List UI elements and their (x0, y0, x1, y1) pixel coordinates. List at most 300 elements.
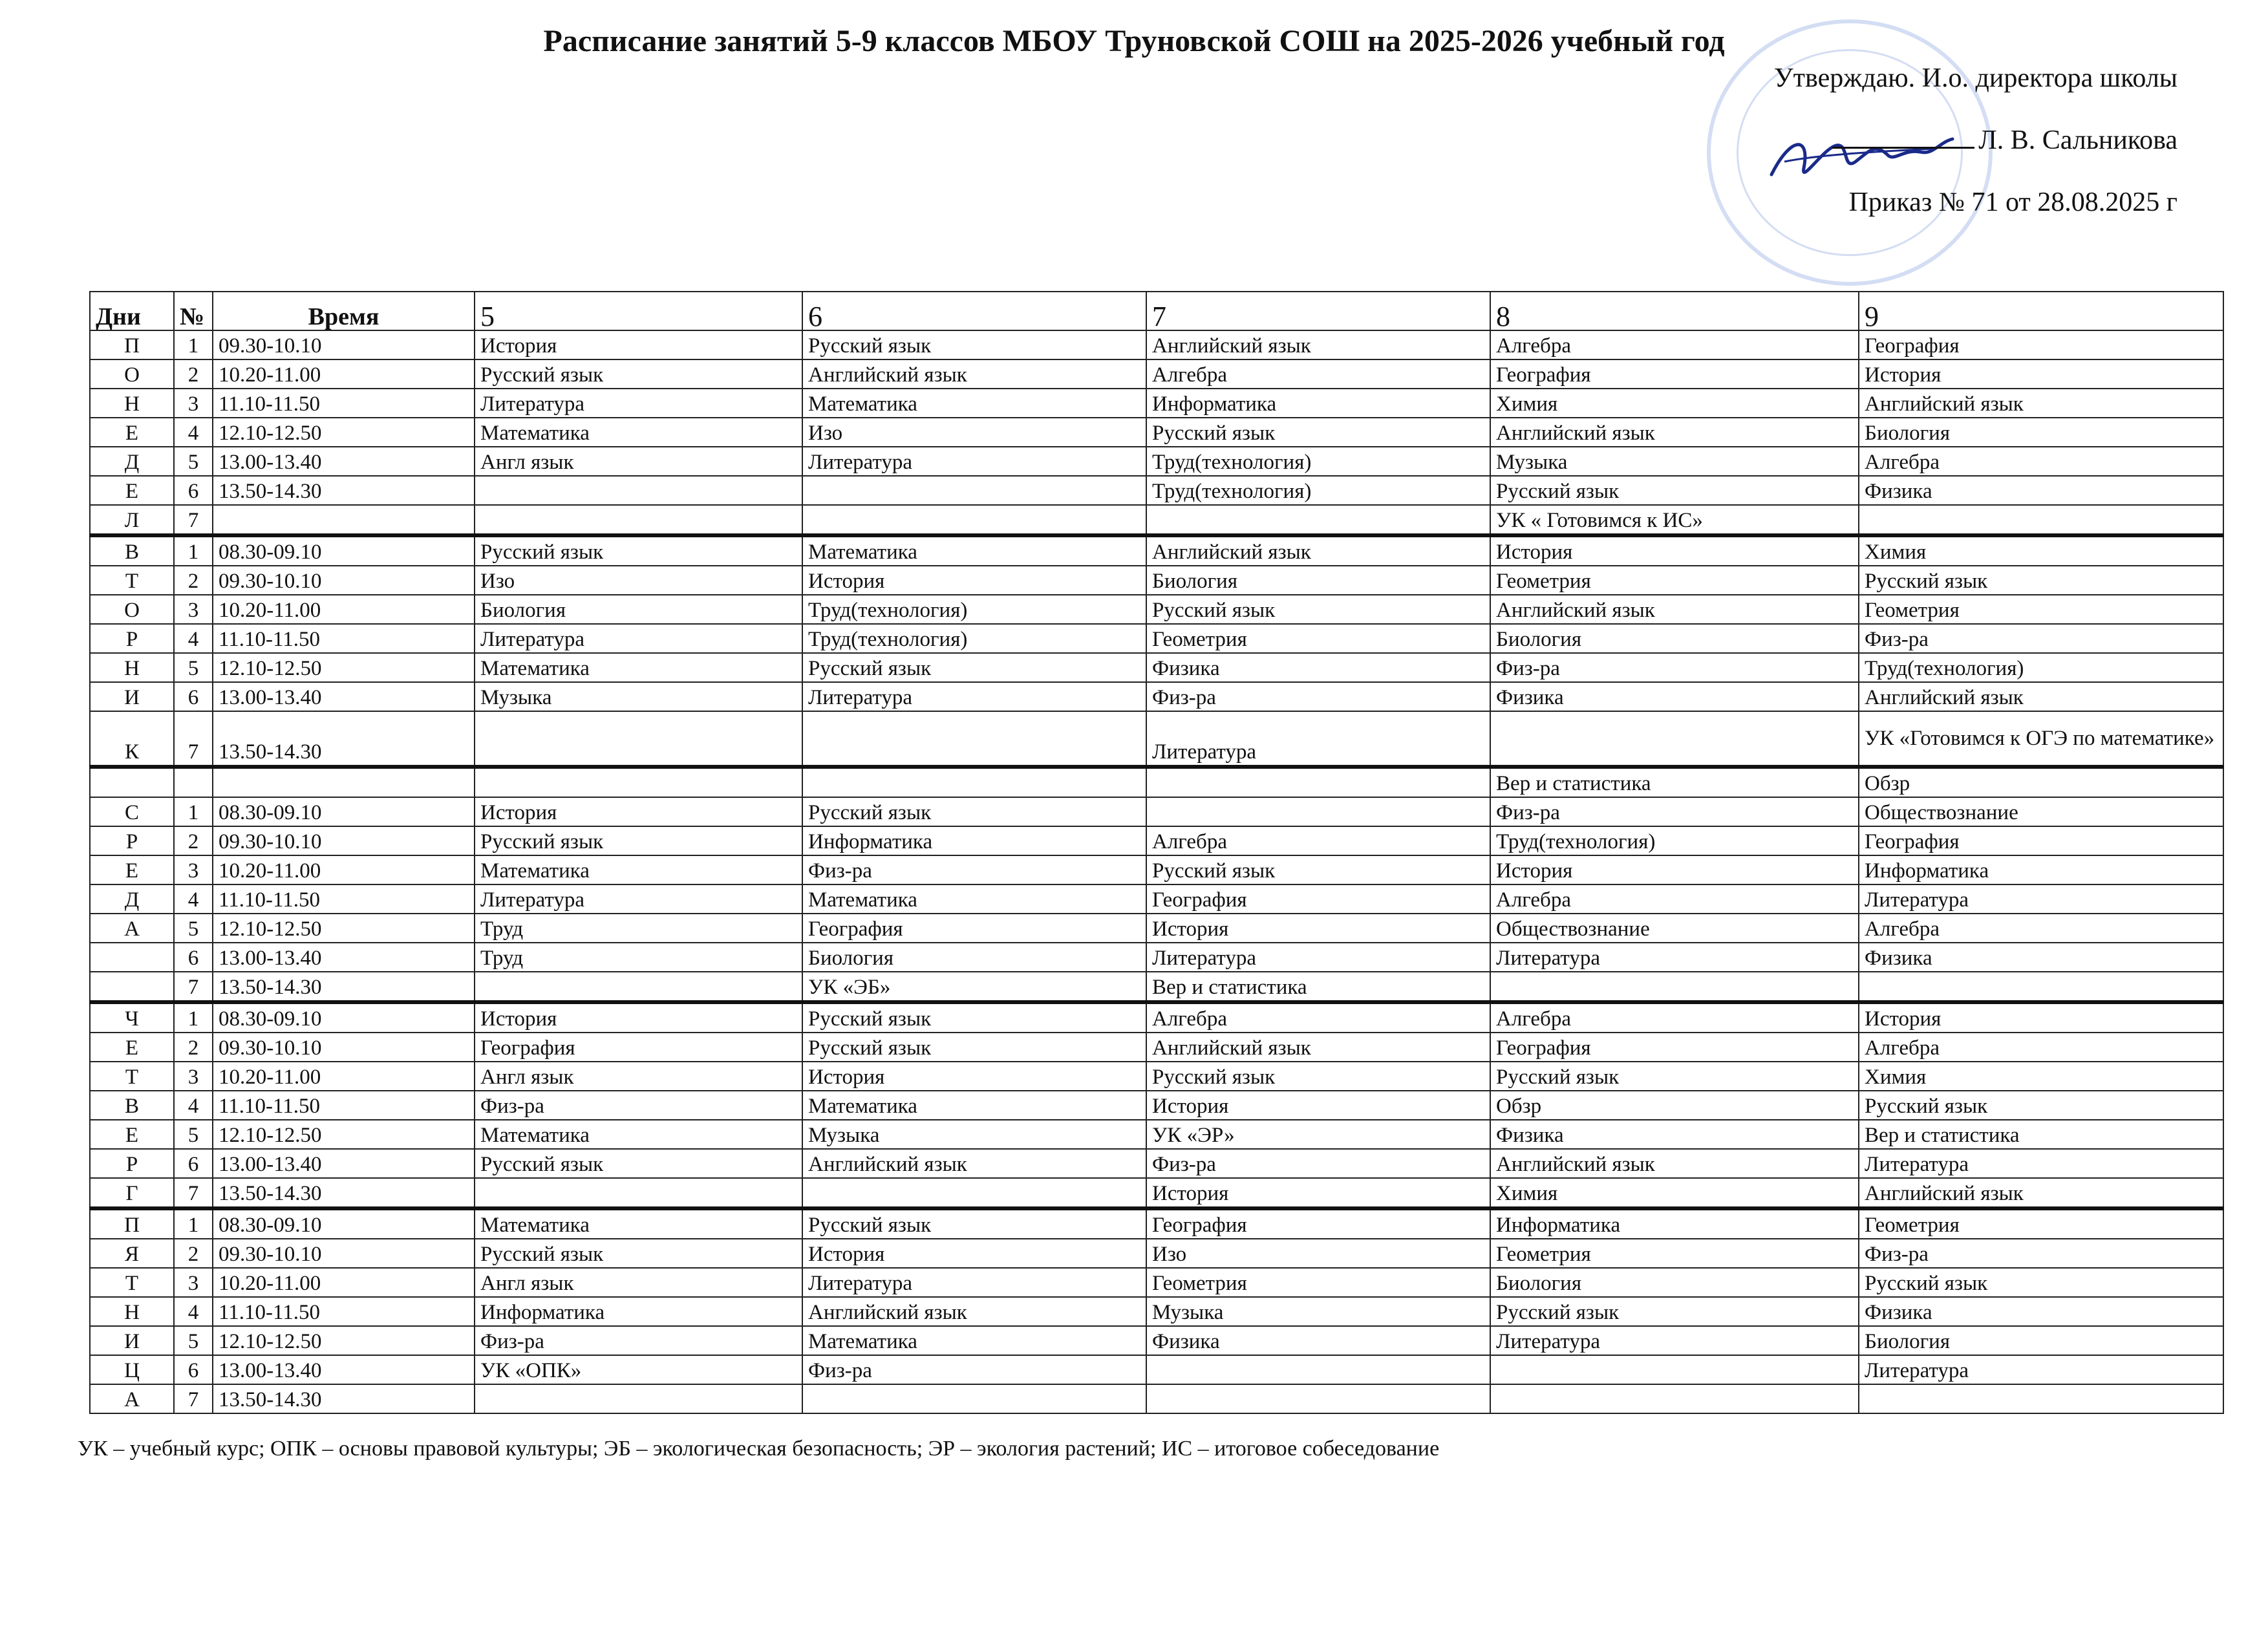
lesson-time: 13.50-14.30 (213, 1384, 475, 1413)
grade-9-lesson: Русский язык (1859, 1268, 2223, 1297)
grade-8-lesson: Вер и статистика (1490, 767, 1859, 797)
table-row (90, 476, 2223, 505)
grade-6-lesson: Труд(технология) (802, 595, 1146, 624)
grade-6-lesson: Физ-ра (802, 855, 1146, 884)
table-row (90, 566, 2223, 595)
grade-7-lesson: Алгебра (1146, 1002, 1490, 1033)
day-cell: Н (90, 1297, 174, 1326)
grade-5-lesson (475, 711, 802, 767)
grade-7-lesson: География (1146, 884, 1490, 914)
grade-8-lesson: Обществознание (1490, 914, 1859, 943)
grade-7-lesson: Изо (1146, 1239, 1490, 1268)
day-cell: Н (90, 389, 174, 418)
lesson-number: 1 (174, 797, 213, 826)
lesson-number: 6 (174, 682, 213, 711)
table-row (90, 767, 2223, 797)
lesson-number: 4 (174, 884, 213, 914)
grade-8-lesson: Физика (1490, 1120, 1859, 1149)
grade-9-lesson: Алгебра (1859, 447, 2223, 476)
grade-8-lesson: Музыка (1490, 447, 1859, 476)
grade-9-lesson: Физика (1859, 943, 2223, 972)
table-row (90, 1239, 2223, 1268)
grade-8-lesson: Алгебра (1490, 884, 1859, 914)
grade-7-lesson: Английский язык (1146, 330, 1490, 359)
grade-6-lesson: Русский язык (802, 1208, 1146, 1239)
grade-5-lesson: Музыка (475, 682, 802, 711)
grade-5-lesson: Математика (475, 653, 802, 682)
day-cell: А (90, 914, 174, 943)
lesson-time: 10.20-11.00 (213, 855, 475, 884)
grade-8-lesson (1490, 972, 1859, 1002)
lesson-number: 3 (174, 389, 213, 418)
table-row (90, 1355, 2223, 1384)
grade-5-lesson (475, 972, 802, 1002)
grade-7-lesson: Русский язык (1146, 418, 1490, 447)
lesson-number (174, 767, 213, 797)
lesson-time: 08.30-09.10 (213, 797, 475, 826)
grade-9-lesson: Обзр (1859, 767, 2223, 797)
grade-9-lesson: Физ-ра (1859, 624, 2223, 653)
director-name: Л. В. Сальникова (1978, 125, 2177, 155)
grade-5-lesson: Русский язык (475, 1239, 802, 1268)
grade-7-lesson: Алгебра (1146, 826, 1490, 855)
lesson-number: 4 (174, 1091, 213, 1120)
grade-8-lesson: Физика (1490, 682, 1859, 711)
lesson-time: 13.00-13.40 (213, 1355, 475, 1384)
table-row (90, 1002, 2223, 1033)
header-grade-5: 5 (475, 292, 802, 330)
grade-9-lesson: Физика (1859, 1297, 2223, 1326)
grade-7-lesson: Литература (1146, 711, 1490, 767)
day-cell: К (90, 711, 174, 767)
grade-5-lesson: Физ-ра (475, 1091, 802, 1120)
grade-9-lesson: Литература (1859, 1355, 2223, 1384)
grade-7-lesson: Физика (1146, 653, 1490, 682)
grade-5-lesson: Физ-ра (475, 1326, 802, 1355)
lesson-number: 3 (174, 1268, 213, 1297)
grade-8-lesson: Литература (1490, 1326, 1859, 1355)
table-row (90, 682, 2223, 711)
grade-8-lesson: История (1490, 535, 1859, 566)
grade-6-lesson: Литература (802, 682, 1146, 711)
grade-8-lesson: Английский язык (1490, 418, 1859, 447)
schedule-table (89, 291, 2224, 1414)
table-row (90, 1384, 2223, 1413)
header-grade-7: 7 (1146, 292, 1490, 330)
grade-7-lesson: Физ-ра (1146, 1149, 1490, 1178)
table-row (90, 1091, 2223, 1120)
grade-7-lesson: Музыка (1146, 1297, 1490, 1326)
table-row (90, 1297, 2223, 1326)
day-cell: Д (90, 884, 174, 914)
lesson-number: 3 (174, 855, 213, 884)
grade-6-lesson: Английский язык (802, 359, 1146, 389)
grade-8-lesson: Химия (1490, 1178, 1859, 1208)
grade-5-lesson: Труд (475, 914, 802, 943)
lesson-time: 11.10-11.50 (213, 624, 475, 653)
lesson-time: 10.20-11.00 (213, 359, 475, 389)
grade-6-lesson: Музыка (802, 1120, 1146, 1149)
lesson-number: 5 (174, 1326, 213, 1355)
grade-6-lesson: Информатика (802, 826, 1146, 855)
lesson-number: 1 (174, 1208, 213, 1239)
header-grade-9: 9 (1859, 292, 2223, 330)
day-cell: Е (90, 1033, 174, 1062)
grade-6-lesson: Математика (802, 884, 1146, 914)
grade-7-lesson: Физика (1146, 1326, 1490, 1355)
grade-6-lesson (802, 476, 1146, 505)
grade-9-lesson: Геометрия (1859, 1208, 2223, 1239)
lesson-time (213, 505, 475, 535)
table-row (90, 505, 2223, 535)
grade-5-lesson: История (475, 797, 802, 826)
table-row (90, 855, 2223, 884)
grade-6-lesson: Русский язык (802, 797, 1146, 826)
grade-5-lesson (475, 476, 802, 505)
lesson-time: 08.30-09.10 (213, 1208, 475, 1239)
grade-5-lesson: История (475, 1002, 802, 1033)
grade-9-lesson: Алгебра (1859, 914, 2223, 943)
grade-7-lesson: Русский язык (1146, 1062, 1490, 1091)
grade-5-lesson: Математика (475, 418, 802, 447)
table-row (90, 914, 2223, 943)
table-header-row (90, 292, 2223, 330)
table-row (90, 389, 2223, 418)
lesson-time: 12.10-12.50 (213, 1120, 475, 1149)
day-cell: Н (90, 653, 174, 682)
lesson-time: 10.20-11.00 (213, 1062, 475, 1091)
lesson-number: 4 (174, 418, 213, 447)
grade-6-lesson: Литература (802, 447, 1146, 476)
day-cell: Р (90, 624, 174, 653)
grade-9-lesson: Алгебра (1859, 1033, 2223, 1062)
grade-9-lesson (1859, 972, 2223, 1002)
lesson-time: 11.10-11.50 (213, 1297, 475, 1326)
grade-7-lesson: Биология (1146, 566, 1490, 595)
approval-block (1596, 65, 2177, 251)
grade-9-lesson: Английский язык (1859, 682, 2223, 711)
grade-5-lesson: УК «ОПК» (475, 1355, 802, 1384)
grade-5-lesson: Русский язык (475, 826, 802, 855)
lesson-time: 13.50-14.30 (213, 711, 475, 767)
lesson-number: 5 (174, 447, 213, 476)
order-number: Приказ № 71 от 28.08.2025 г (1848, 188, 2177, 217)
day-cell: Е (90, 855, 174, 884)
grade-5-lesson (475, 1178, 802, 1208)
grade-8-lesson: Биология (1490, 624, 1859, 653)
grade-8-lesson: Литература (1490, 943, 1859, 972)
grade-6-lesson: УК «ЭБ» (802, 972, 1146, 1002)
table-row (90, 797, 2223, 826)
grade-6-lesson: Труд(технология) (802, 624, 1146, 653)
table-row (90, 624, 2223, 653)
grade-8-lesson: Русский язык (1490, 1297, 1859, 1326)
lesson-time: 13.50-14.30 (213, 1178, 475, 1208)
lesson-number: 2 (174, 1033, 213, 1062)
day-cell: Д (90, 447, 174, 476)
grade-9-lesson: Химия (1859, 1062, 2223, 1091)
lesson-time: 09.30-10.10 (213, 1239, 475, 1268)
lesson-time: 08.30-09.10 (213, 535, 475, 566)
lesson-number: 7 (174, 972, 213, 1002)
grade-8-lesson: Биология (1490, 1268, 1859, 1297)
grade-7-lesson (1146, 1384, 1490, 1413)
grade-9-lesson: Английский язык (1859, 389, 2223, 418)
lesson-number: 1 (174, 535, 213, 566)
grade-7-lesson: УК «ЭР» (1146, 1120, 1490, 1149)
grade-7-lesson: История (1146, 1178, 1490, 1208)
grade-8-lesson: Геометрия (1490, 566, 1859, 595)
grade-7-lesson: История (1146, 914, 1490, 943)
lesson-number: 7 (174, 1384, 213, 1413)
grade-6-lesson: Математика (802, 1091, 1146, 1120)
grade-7-lesson (1146, 797, 1490, 826)
grade-6-lesson (802, 1384, 1146, 1413)
day-cell (90, 972, 174, 1002)
table-row (90, 595, 2223, 624)
lesson-number: 2 (174, 826, 213, 855)
lesson-number: 3 (174, 1062, 213, 1091)
table-row (90, 1149, 2223, 1178)
lesson-time: 12.10-12.50 (213, 1326, 475, 1355)
grade-7-lesson: Вер и статистика (1146, 972, 1490, 1002)
header-time: Время (213, 292, 475, 330)
grade-7-lesson (1146, 1355, 1490, 1384)
grade-9-lesson: История (1859, 359, 2223, 389)
grade-8-lesson: УК « Готовимся к ИС» (1490, 505, 1859, 535)
day-cell: Т (90, 1268, 174, 1297)
grade-5-lesson: Русский язык (475, 359, 802, 389)
grade-5-lesson: Русский язык (475, 535, 802, 566)
grade-5-lesson (475, 1384, 802, 1413)
grade-7-lesson: Физ-ра (1146, 682, 1490, 711)
grade-7-lesson: Русский язык (1146, 595, 1490, 624)
director-signature-line (1596, 127, 2177, 189)
table-row (90, 330, 2223, 359)
grade-5-lesson: Информатика (475, 1297, 802, 1326)
lesson-time: 11.10-11.50 (213, 389, 475, 418)
grade-5-lesson: Изо (475, 566, 802, 595)
grade-5-lesson: Литература (475, 389, 802, 418)
table-row (90, 1120, 2223, 1149)
day-cell: И (90, 1326, 174, 1355)
lesson-number: 1 (174, 330, 213, 359)
table-row (90, 1033, 2223, 1062)
grade-7-lesson: Труд(технология) (1146, 476, 1490, 505)
grade-8-lesson: Геометрия (1490, 1239, 1859, 1268)
grade-7-lesson: История (1146, 1091, 1490, 1120)
lesson-time: 09.30-10.10 (213, 1033, 475, 1062)
day-cell: П (90, 330, 174, 359)
lesson-time: 10.20-11.00 (213, 1268, 475, 1297)
lesson-number: 4 (174, 624, 213, 653)
grade-5-lesson: Англ язык (475, 447, 802, 476)
grade-6-lesson: Изо (802, 418, 1146, 447)
table-row (90, 826, 2223, 855)
grade-6-lesson: Биология (802, 943, 1146, 972)
grade-8-lesson: География (1490, 359, 1859, 389)
grade-7-lesson: Английский язык (1146, 1033, 1490, 1062)
grade-6-lesson: Физ-ра (802, 1355, 1146, 1384)
table-row (90, 1208, 2223, 1239)
grade-6-lesson (802, 505, 1146, 535)
lesson-time: 13.00-13.40 (213, 447, 475, 476)
day-cell: Т (90, 1062, 174, 1091)
grade-5-lesson: История (475, 330, 802, 359)
grade-5-lesson: Биология (475, 595, 802, 624)
day-cell: Г (90, 1178, 174, 1208)
grade-7-lesson: Алгебра (1146, 359, 1490, 389)
grade-5-lesson: Математика (475, 1120, 802, 1149)
grade-8-lesson (1490, 711, 1859, 767)
grade-5-lesson: Труд (475, 943, 802, 972)
grade-6-lesson: История (802, 1239, 1146, 1268)
table-row (90, 943, 2223, 972)
grade-9-lesson: Химия (1859, 535, 2223, 566)
lesson-number: 6 (174, 1149, 213, 1178)
day-cell: Е (90, 418, 174, 447)
grade-5-lesson: Русский язык (475, 1149, 802, 1178)
lesson-time: 11.10-11.50 (213, 1091, 475, 1120)
grade-7-lesson: Литература (1146, 943, 1490, 972)
table-row (90, 359, 2223, 389)
day-cell: Т (90, 566, 174, 595)
lesson-time: 12.10-12.50 (213, 914, 475, 943)
lesson-number: 2 (174, 359, 213, 389)
grade-6-lesson: Математика (802, 389, 1146, 418)
grade-9-lesson: Литература (1859, 884, 2223, 914)
grade-6-lesson: Английский язык (802, 1149, 1146, 1178)
grade-8-lesson: Информатика (1490, 1208, 1859, 1239)
grade-7-lesson: Труд(технология) (1146, 447, 1490, 476)
grade-6-lesson: Математика (802, 535, 1146, 566)
grade-8-lesson: Алгебра (1490, 1002, 1859, 1033)
lesson-time: 09.30-10.10 (213, 826, 475, 855)
table-row (90, 418, 2223, 447)
grade-9-lesson: Русский язык (1859, 566, 2223, 595)
grade-6-lesson: Русский язык (802, 330, 1146, 359)
grade-7-lesson: Английский язык (1146, 535, 1490, 566)
lesson-number: 6 (174, 943, 213, 972)
grade-8-lesson: География (1490, 1033, 1859, 1062)
day-cell: В (90, 535, 174, 566)
approval-line: Утверждаю. И.о. директора школы (1773, 63, 2177, 93)
grade-9-lesson: Геометрия (1859, 595, 2223, 624)
grade-5-lesson: Математика (475, 1208, 802, 1239)
lesson-time: 09.30-10.10 (213, 330, 475, 359)
day-cell: Е (90, 1120, 174, 1149)
table-row (90, 711, 2223, 767)
day-cell: Е (90, 476, 174, 505)
grade-6-lesson: Русский язык (802, 1033, 1146, 1062)
lesson-time: 13.00-13.40 (213, 1149, 475, 1178)
lesson-number: 5 (174, 1120, 213, 1149)
grade-6-lesson: История (802, 566, 1146, 595)
grade-5-lesson (475, 505, 802, 535)
table-row (90, 653, 2223, 682)
lesson-time (213, 767, 475, 797)
grade-6-lesson: География (802, 914, 1146, 943)
day-cell: Ч (90, 1002, 174, 1033)
lesson-number: 6 (174, 476, 213, 505)
grade-5-lesson (475, 767, 802, 797)
day-cell: В (90, 1091, 174, 1120)
day-cell: И (90, 682, 174, 711)
lesson-number: 7 (174, 505, 213, 535)
grade-9-lesson: История (1859, 1002, 2223, 1033)
grade-7-lesson: Геометрия (1146, 1268, 1490, 1297)
grade-7-lesson: Информатика (1146, 389, 1490, 418)
lesson-time: 10.20-11.00 (213, 595, 475, 624)
day-cell: О (90, 595, 174, 624)
grade-8-lesson: Труд(технология) (1490, 826, 1859, 855)
lesson-number: 1 (174, 1002, 213, 1033)
grade-5-lesson: Англ язык (475, 1062, 802, 1091)
lesson-time: 08.30-09.10 (213, 1002, 475, 1033)
grade-8-lesson: Обзр (1490, 1091, 1859, 1120)
footnote: УК – учебный курс; ОПК – основы правовой культуры; ЭБ – экологическая безопасность; ЭР – экология растений; ИС – итоговое собеседование (78, 1437, 1440, 1461)
lesson-time: 09.30-10.10 (213, 566, 475, 595)
grade-6-lesson: Литература (802, 1268, 1146, 1297)
grade-9-lesson: Английский язык (1859, 1178, 2223, 1208)
day-cell: С (90, 797, 174, 826)
header-days: Дни (90, 292, 174, 330)
table-row (90, 1268, 2223, 1297)
grade-9-lesson: Труд(технология) (1859, 653, 2223, 682)
grade-9-lesson: Физика (1859, 476, 2223, 505)
lesson-time: 13.50-14.30 (213, 972, 475, 1002)
header-grade-6: 6 (802, 292, 1146, 330)
grade-6-lesson: История (802, 1062, 1146, 1091)
grade-8-lesson: Алгебра (1490, 330, 1859, 359)
schedule-body (90, 330, 2223, 1413)
grade-9-lesson: Русский язык (1859, 1091, 2223, 1120)
grade-9-lesson: Обществознание (1859, 797, 2223, 826)
header-grade-8: 8 (1490, 292, 1859, 330)
grade-9-lesson: Биология (1859, 1326, 2223, 1355)
grade-9-lesson: Биология (1859, 418, 2223, 447)
day-cell: Л (90, 505, 174, 535)
grade-7-lesson (1146, 505, 1490, 535)
grade-5-lesson: Литература (475, 624, 802, 653)
lesson-time: 12.10-12.50 (213, 418, 475, 447)
day-cell (90, 943, 174, 972)
page-title: Расписание занятий 5-9 классов МБОУ Труновской СОШ на 2025-2026 учебный год (543, 24, 1725, 58)
grade-8-lesson: Русский язык (1490, 1062, 1859, 1091)
grade-8-lesson: История (1490, 855, 1859, 884)
day-cell: О (90, 359, 174, 389)
grade-5-lesson: Математика (475, 855, 802, 884)
grade-9-lesson: География (1859, 826, 2223, 855)
grade-8-lesson (1490, 1384, 1859, 1413)
grade-6-lesson (802, 1178, 1146, 1208)
table-row (90, 972, 2223, 1002)
lesson-number: 2 (174, 566, 213, 595)
grade-8-lesson: Английский язык (1490, 595, 1859, 624)
signature-underline (1832, 147, 1974, 149)
table-row (90, 1062, 2223, 1091)
grade-9-lesson: Вер и статистика (1859, 1120, 2223, 1149)
lesson-number: 5 (174, 914, 213, 943)
header-num: № (174, 292, 213, 330)
grade-6-lesson (802, 767, 1146, 797)
day-cell: Р (90, 1149, 174, 1178)
day-cell: А (90, 1384, 174, 1413)
grade-6-lesson (802, 711, 1146, 767)
grade-6-lesson: Математика (802, 1326, 1146, 1355)
grade-9-lesson: География (1859, 330, 2223, 359)
lesson-number: 3 (174, 595, 213, 624)
